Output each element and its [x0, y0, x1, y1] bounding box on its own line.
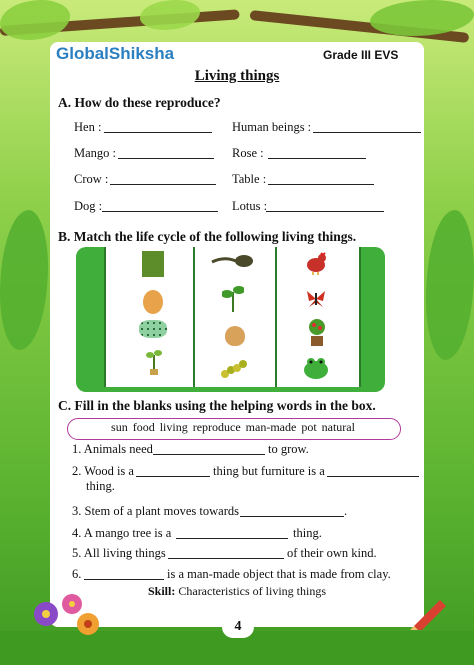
pencil-decoration	[410, 596, 450, 630]
young-plant-image[interactable]	[222, 282, 244, 312]
mango-label: Mango :	[74, 146, 117, 160]
question-2-blank-1[interactable]	[136, 476, 210, 477]
egg-image[interactable]	[143, 290, 163, 314]
skill-label: Skill:	[148, 584, 176, 598]
hen-label: Hen :	[74, 120, 102, 134]
question-3-text: 3. Stem of a plant moves towards	[72, 504, 239, 518]
question-5-blank[interactable]	[168, 558, 284, 559]
column-divider	[193, 247, 195, 387]
question-4-text: 4. A mango tree is a	[72, 526, 172, 540]
tadpole-image[interactable]	[210, 254, 254, 268]
question-6-end: is a man-made object that is made from clay.	[167, 567, 391, 581]
mango-answer-line[interactable]	[118, 158, 214, 159]
dog-label: Dog :	[74, 199, 103, 213]
leaf-texture-image[interactable]	[142, 251, 164, 277]
question-1-end: to grow.	[268, 442, 309, 456]
column-divider	[275, 247, 277, 387]
question-2-middle: thing but furniture is a	[213, 464, 325, 478]
table-label: Table :	[232, 172, 267, 186]
butterfly-image[interactable]	[305, 289, 327, 309]
crow-label: Crow :	[74, 172, 109, 186]
question-6-text: 6.	[72, 567, 82, 581]
hen-answer-line[interactable]	[104, 132, 212, 133]
question-3-blank[interactable]	[240, 516, 344, 517]
question-4-end: thing.	[293, 526, 322, 540]
question-2-blank-2[interactable]	[327, 476, 419, 477]
table-answer-line[interactable]	[268, 184, 374, 185]
rose-label: Rose :	[232, 146, 264, 160]
frog-image[interactable]	[302, 354, 330, 380]
seedling-image[interactable]	[146, 347, 162, 375]
crow-answer-line[interactable]	[110, 184, 216, 185]
flower-decoration	[30, 580, 100, 640]
question-1-blank[interactable]	[153, 454, 265, 455]
hen-image[interactable]	[305, 251, 327, 275]
dog-answer-line[interactable]	[102, 211, 218, 212]
onion-bulb-image[interactable]	[225, 326, 245, 346]
human-beings-answer-line[interactable]	[313, 132, 421, 133]
page-title: Living things	[194, 68, 280, 84]
question-3-end: .	[344, 504, 348, 518]
caterpillar-image[interactable]	[220, 356, 248, 380]
frog-eggs-image[interactable]	[139, 320, 167, 338]
question-5-text: 5. All living things	[72, 546, 166, 560]
question-5-end: of their own kind.	[287, 546, 377, 560]
question-2-end: thing.	[86, 479, 115, 493]
page-number: 4	[222, 616, 254, 638]
question-4-blank[interactable]	[176, 538, 288, 539]
grade-label: Grade III EVS	[323, 48, 399, 62]
section-b-heading: B. Match the life cycle of the following living things.	[58, 229, 357, 244]
rose-answer-line[interactable]	[268, 158, 366, 159]
skill-text: Characteristics of living things	[175, 584, 326, 598]
helping-words: sun food living reproduce man-made pot natural	[111, 420, 355, 434]
potted-plant-image[interactable]	[306, 318, 328, 346]
section-a-heading: A. How do these reproduce?	[58, 95, 221, 110]
question-2-text: 2. Wood is a	[72, 464, 134, 478]
question-1-text: 1. Animals need	[72, 442, 153, 456]
section-c-heading: C. Fill in the blanks using the helping words in the box.	[58, 398, 376, 413]
lotus-answer-line[interactable]	[266, 211, 384, 212]
human-beings-label: Human beings :	[232, 120, 312, 134]
lotus-label: Lotus :	[232, 199, 268, 213]
globalshiksha-logo: GlobalShiksha	[56, 44, 175, 63]
